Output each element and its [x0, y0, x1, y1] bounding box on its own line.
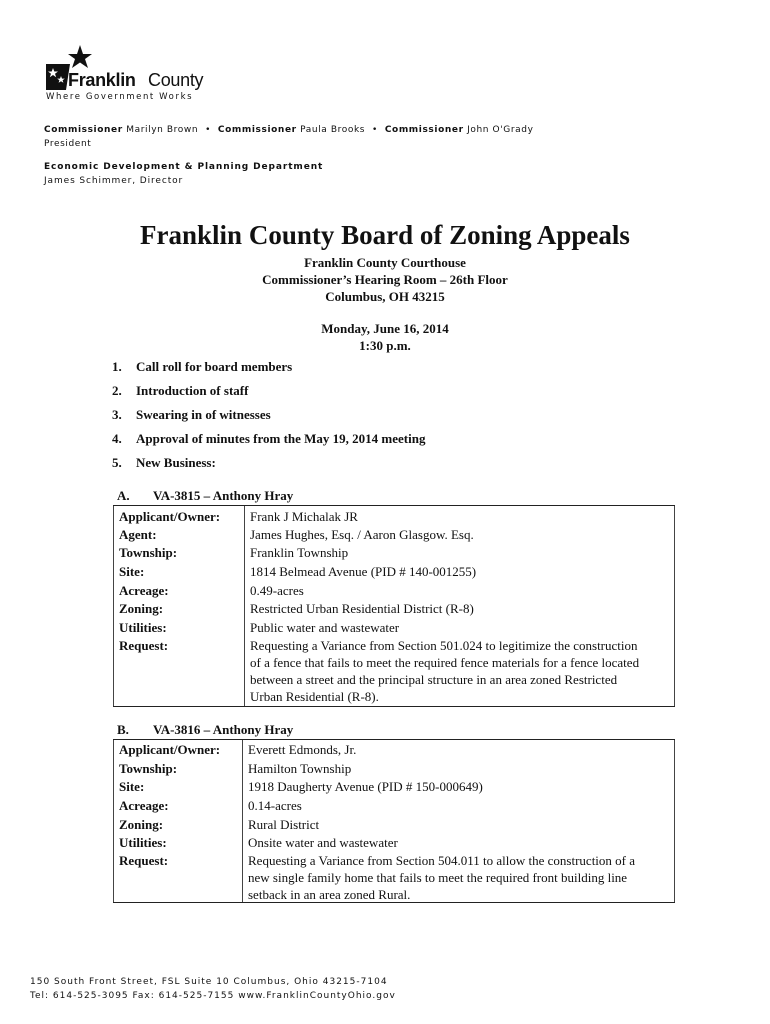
- field-label: Utilities:: [119, 620, 167, 635]
- location-line-3: Columbus, OH 43215: [325, 289, 445, 304]
- field-label: Site:: [119, 564, 145, 579]
- logo-tagline: Where Government Works: [46, 92, 194, 102]
- field-label: Township:: [119, 545, 178, 560]
- field-value: 0.14-acres: [248, 798, 302, 813]
- field-label: Utilities:: [119, 835, 167, 850]
- location-line-2: Commissioner’s Hearing Room – 26th Floor: [262, 272, 508, 287]
- field-label: Applicant/Owner:: [119, 509, 221, 524]
- field-label: Zoning:: [119, 817, 164, 832]
- field-label: Site:: [119, 779, 145, 794]
- field-label: Acreage:: [119, 583, 169, 598]
- meeting-date: Monday, June 16, 2014: [321, 321, 449, 336]
- official-name: Paula Brooks: [300, 125, 366, 135]
- field-value: 0.49-acres: [250, 583, 304, 598]
- case-table-b: [113, 739, 675, 903]
- case-title: VA-3815 – Anthony Hray: [153, 488, 294, 503]
- department-block: [44, 160, 323, 188]
- field-label: Request:: [119, 638, 169, 653]
- field-value: new single family home that fails to meet the required front building line: [248, 870, 628, 885]
- field-value: Rural District: [248, 817, 320, 832]
- field-label: Agent:: [119, 527, 157, 542]
- field-label: Acreage:: [119, 798, 169, 813]
- footer: [30, 975, 396, 1003]
- agenda-item: [112, 358, 425, 382]
- case-heading-a: [117, 488, 293, 504]
- footer-address: 150 South Front Street, FSL Suite 10 Columbus, Ohio 43215-7104: [30, 977, 388, 987]
- agenda-item: [112, 454, 425, 478]
- field-label: Request:: [119, 853, 169, 868]
- agenda-text: Call roll for board members: [136, 359, 293, 374]
- separator: •: [205, 125, 211, 135]
- agenda-number: 4.: [112, 431, 122, 446]
- field-value: Requesting a Variance from Section 504.011 to allow the construction of a: [248, 853, 636, 868]
- field-value: Restricted Urban Residential District (R-8): [250, 601, 474, 616]
- separator: •: [372, 125, 378, 135]
- president-label: President: [44, 139, 92, 149]
- field-value: setback in an area zoned Rural.: [248, 887, 411, 902]
- agenda-list: [112, 358, 425, 478]
- case-letter: A.: [117, 488, 130, 503]
- field-value: Urban Residential (R-8).: [250, 689, 379, 704]
- case-heading-b: [117, 722, 293, 738]
- meeting-time: 1:30 p.m.: [359, 338, 411, 353]
- field-label: Township:: [119, 761, 178, 776]
- agenda-text: Swearing in of witnesses: [136, 407, 271, 422]
- agenda-item: [112, 406, 425, 430]
- field-value: between a street and the principal structure in an area zoned Restricted: [250, 672, 618, 687]
- agenda-text: New Business:: [136, 455, 216, 470]
- agenda-text: Approval of minutes from the May 19, 2014 meeting: [136, 431, 426, 446]
- page-title: Franklin County Board of Zoning Appeals: [140, 220, 630, 250]
- field-value: Everett Edmonds, Jr.: [248, 742, 357, 757]
- field-value: Requesting a Variance from Section 501.024 to legitimize the construction: [250, 638, 638, 653]
- field-value: James Hughes, Esq. / Aaron Glasgow. Esq.: [250, 527, 474, 542]
- agenda-number: 5.: [112, 455, 122, 470]
- agenda-number: 3.: [112, 407, 122, 422]
- agenda-text: Introduction of staff: [136, 383, 249, 398]
- field-label: Applicant/Owner:: [119, 742, 221, 757]
- official-name: John O'Grady: [467, 125, 534, 135]
- case-table-a: [113, 505, 675, 707]
- logo-name-bold: Franklin: [68, 70, 136, 90]
- field-value: of a fence that fails to meet the required fence materials for a fence located: [250, 655, 640, 670]
- field-value: Frank J Michalak JR: [250, 509, 358, 524]
- field-label: Zoning:: [119, 601, 164, 616]
- agenda-item: [112, 430, 425, 454]
- official-role: Commissioner: [384, 125, 464, 135]
- officials-line: [44, 123, 534, 151]
- field-value: 1918 Daugherty Avenue (PID # 150-000649): [248, 779, 483, 794]
- footer-contact: Tel: 614-525-3095 Fax: 614-525-7155 www.FranklinCountyOhio.gov: [30, 991, 396, 1001]
- agenda-item: [112, 382, 425, 406]
- field-value: 1814 Belmead Avenue (PID # 140-001255): [250, 564, 477, 579]
- case-title: VA-3816 – Anthony Hray: [153, 722, 294, 737]
- official-role: Commissioner: [44, 125, 123, 135]
- agenda-number: 1.: [112, 359, 122, 374]
- official-role: Commissioner: [217, 125, 297, 135]
- location-line-1: Franklin County Courthouse: [304, 255, 466, 270]
- field-value: Hamilton Township: [248, 761, 352, 776]
- director-name: James Schimmer, Director: [44, 176, 184, 186]
- official-name: Marilyn Brown: [126, 125, 199, 135]
- field-value: Franklin Township: [250, 545, 349, 560]
- field-value: Onsite water and wastewater: [248, 835, 398, 850]
- franklin-county-logo: [44, 44, 214, 104]
- department-name: Economic Development & Planning Department: [44, 162, 324, 172]
- case-letter: B.: [117, 722, 129, 737]
- agenda-number: 2.: [112, 383, 122, 398]
- field-value: Public water and wastewater: [250, 620, 400, 635]
- logo-name-light: County: [148, 70, 204, 90]
